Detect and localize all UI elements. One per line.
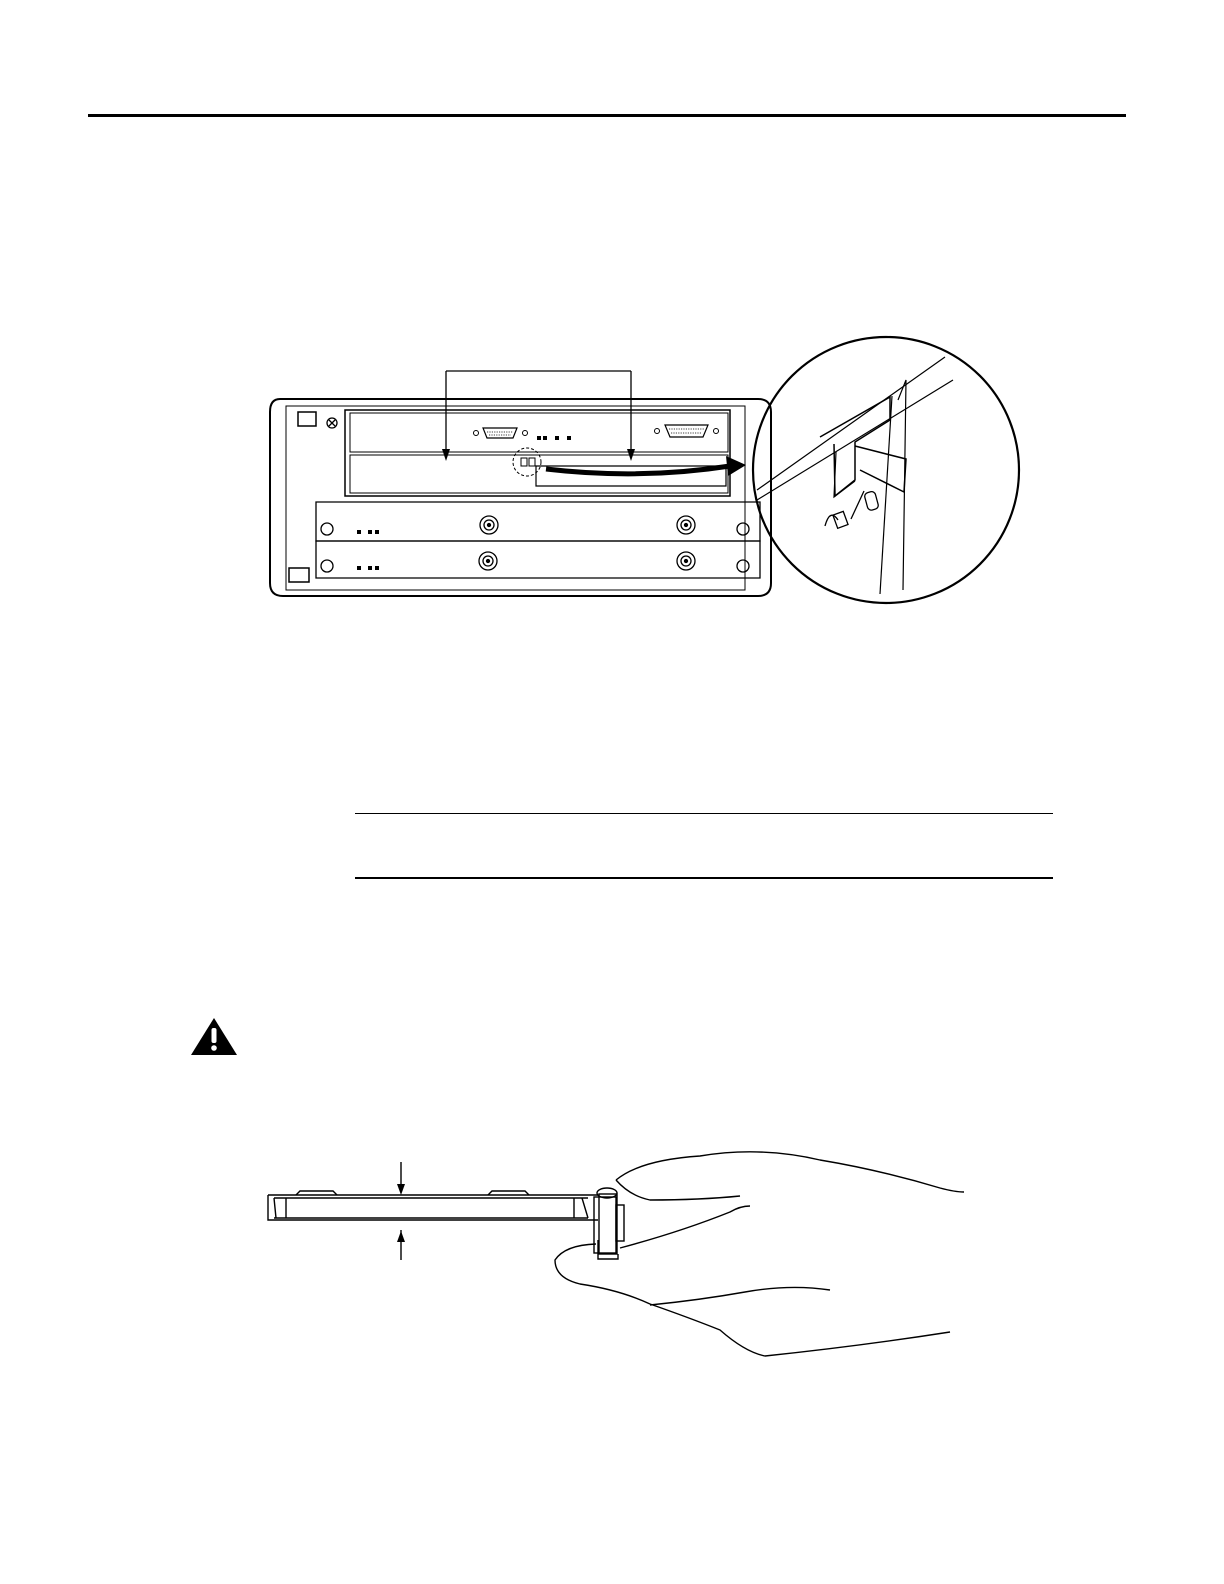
caution-triangle-icon: [189, 1017, 239, 1057]
db-connector-right: [655, 425, 719, 437]
note-top-rule: [355, 813, 1053, 814]
power-switch: [298, 412, 316, 426]
slot-cover-detail: [513, 448, 726, 486]
note-bottom-rule: [355, 877, 1053, 879]
db-connector-left: [474, 428, 528, 438]
card-edge: [268, 1195, 598, 1220]
captive-screw-icon: [327, 418, 337, 428]
chassis-figure: [0, 0, 1224, 640]
slot-leds: [357, 530, 379, 570]
port-adapter-slot-2: [316, 541, 760, 578]
port-adapter-slot-1: [316, 502, 760, 541]
zoom-arrow: [546, 466, 730, 474]
status-leds: [537, 436, 571, 440]
hand-outline: [616, 1152, 964, 1192]
card-handling-figure: [0, 1130, 1224, 1430]
led-window: [289, 568, 309, 582]
zoom-circle: [753, 337, 1019, 603]
